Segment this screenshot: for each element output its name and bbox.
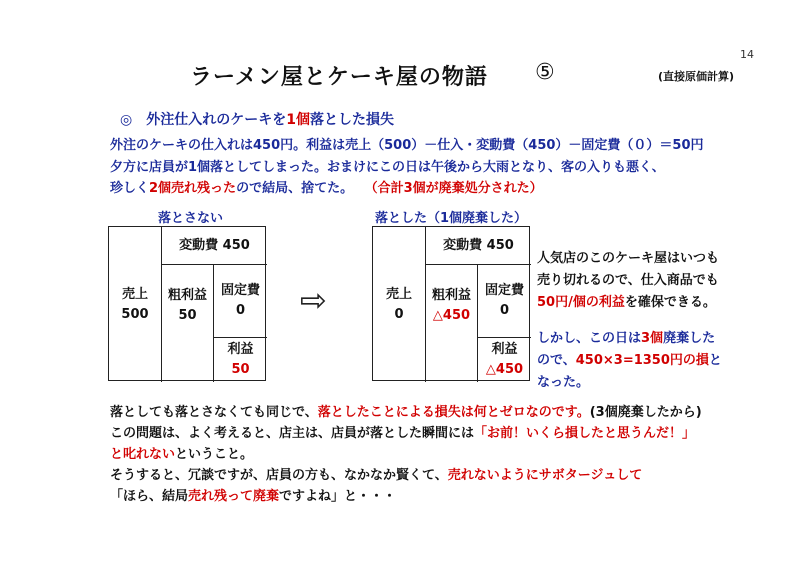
bottom-line-2-b: 「お前！いくら損したと思うんだ！」	[474, 426, 696, 441]
right-fixed-value: 0	[499, 303, 510, 318]
page-title: ラーメン屋とケーキ屋の物語	[190, 65, 488, 90]
side-note-line-1: 人気店のこのケーキ屋はいつも	[537, 251, 720, 266]
side-note	[537, 248, 737, 394]
bottom-line-5-a: 「ほら、結局	[110, 489, 189, 504]
intro-line-3-c: ので結局、捨てた。	[236, 181, 354, 196]
intro-line-2: 夕方に店員が1個落としてしまった。おまけにこの日は午後から大雨となり、客の入りも悪く、	[110, 160, 665, 175]
right-gross-label: 粗利益	[431, 287, 471, 303]
page-number: 14	[740, 48, 754, 61]
intro-line-3-a: 珍しく	[110, 181, 150, 196]
left-fixed-value: 0	[235, 303, 246, 318]
left-profit-cell	[214, 338, 267, 382]
left-profit-label: 利益	[227, 342, 254, 357]
side-note-line-4-a: しかし、この日は	[537, 331, 642, 346]
subtitle: (直接原価計算)	[658, 70, 735, 83]
bottom-line-4	[110, 464, 642, 483]
bottom-line-3-a: と叱れない	[110, 447, 176, 462]
right-profit-cell	[478, 338, 531, 382]
intro-line-3	[110, 177, 543, 196]
bottom-line-5-b: 売れ残って廃棄	[188, 489, 280, 504]
side-note-line-5-b: 450×3=1350円の損	[575, 353, 709, 368]
bottom-line-5	[110, 485, 396, 504]
right-diagram-label: 落とした（1個廃棄した）	[375, 211, 528, 226]
right-profit-value: △450	[485, 362, 524, 377]
heading-prefix: ◎ 外注仕入れのケーキを	[120, 112, 287, 128]
side-note-line-3	[537, 292, 737, 314]
left-sales-cell	[109, 227, 162, 382]
left-variable-cell: 変動費 450	[162, 227, 267, 265]
right-fixed-cell	[478, 265, 531, 338]
bottom-line-5-c: ですよね」と・・・	[279, 489, 397, 504]
bottom-line-4-a: そうすると、冗談ですが、店員の方も、なかなか賢くて、	[110, 468, 448, 483]
left-fixed-label: 固定費	[220, 283, 260, 298]
right-sales-value: 0	[394, 306, 404, 322]
left-sales-value: 500	[121, 306, 149, 322]
right-gross-value: △450	[432, 307, 471, 323]
bottom-line-1-b: 落としたことによる損失は何とゼロなのです。	[317, 405, 590, 420]
side-note-line-6: なった。	[537, 375, 590, 390]
intro-line-1: 外注のケーキの仕入れは450円。利益は売上（500）－仕入・変動費（450）－固定費（０）＝50円	[110, 138, 704, 153]
bottom-line-2-a: この問題は、よく考えると、店主は、店員が落とした瞬間には	[110, 426, 475, 441]
bottom-line-2	[110, 422, 695, 441]
heading-emph: 1個	[286, 112, 310, 128]
left-profit-value: 50	[231, 362, 250, 377]
left-diagram	[108, 226, 266, 381]
side-note-line-5-c: と	[708, 353, 722, 368]
bottom-line-3	[110, 443, 253, 462]
side-note-line-5	[537, 350, 737, 372]
bottom-line-3-b: ということ。	[175, 447, 254, 462]
right-diagram	[372, 226, 530, 381]
right-profit-label: 利益	[491, 342, 518, 357]
section-heading	[120, 109, 394, 129]
intro-line-3-d: （合計3個が廃棄処分された）	[371, 181, 543, 196]
side-note-line-2: 売り切れるので、仕入商品でも	[537, 273, 719, 288]
intro-line-3-b: 2個売れ残った	[149, 181, 237, 196]
bottom-line-4-b: 売れないようにサボタージュして	[447, 468, 643, 483]
side-note-line-4-c: 廃棄した	[663, 331, 716, 346]
right-sales-label: 売上	[385, 286, 412, 302]
side-note-line-4	[537, 328, 737, 350]
arrow-right-icon: ⇨	[300, 281, 327, 319]
bottom-line-1-c: (3個廃棄したから)	[589, 405, 702, 420]
side-note-line-3-a: 50円/個の利益	[537, 295, 625, 310]
right-gross-cell	[426, 265, 478, 382]
title-number: ⑤	[535, 60, 555, 85]
right-fixed-label: 固定費	[484, 283, 524, 298]
right-variable-cell: 変動費 450	[426, 227, 531, 265]
bottom-line-1-a: 落としても落とさなくても同じで、	[110, 405, 318, 420]
side-note-line-4-b: 3個	[641, 331, 664, 346]
left-gross-cell	[162, 265, 214, 382]
left-gross-value: 50	[178, 307, 197, 323]
left-fixed-cell	[214, 265, 267, 338]
left-diagram-label: 落とさない	[158, 211, 224, 226]
left-sales-label: 売上	[121, 286, 148, 302]
bottom-line-1	[110, 401, 702, 420]
right-sales-cell	[373, 227, 426, 382]
heading-suffix: 落とした損失	[309, 112, 394, 128]
left-gross-label: 粗利益	[167, 287, 207, 303]
side-note-line-5-a: ので、	[537, 353, 576, 368]
side-note-line-3-b: を確保できる。	[624, 295, 716, 310]
